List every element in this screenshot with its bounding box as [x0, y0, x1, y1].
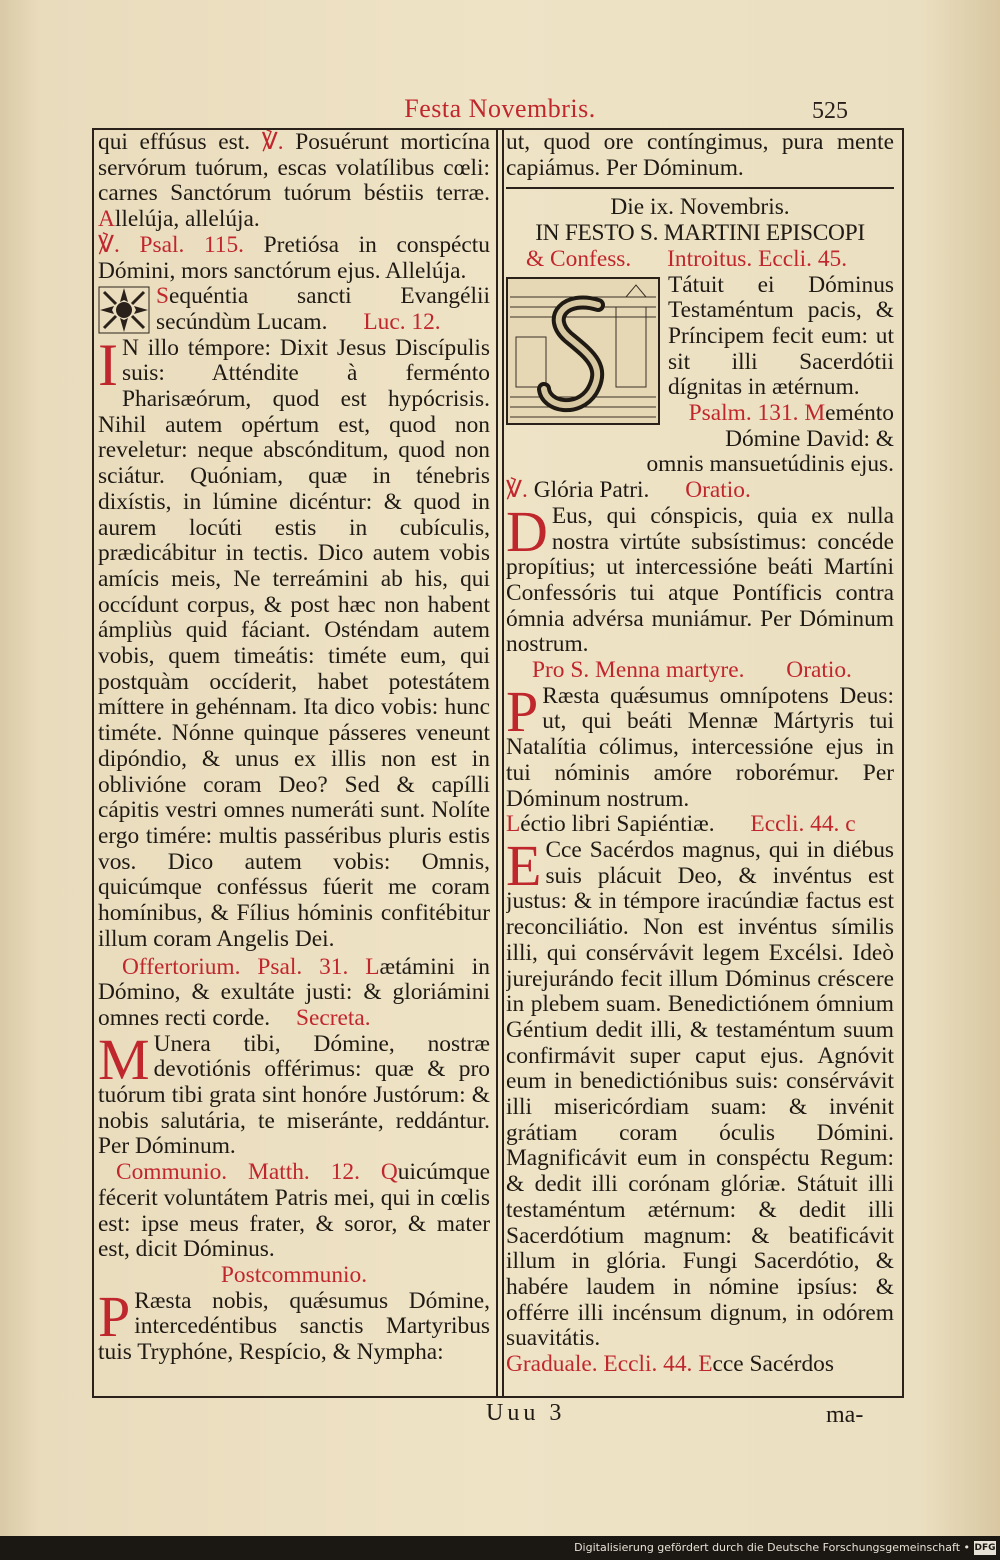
running-title: Festa Novembris. — [404, 94, 596, 123]
introit-text: Tátuit ei Dóminus Testaméntum pacis, & Príncipem fecit eum: ut sit illi Sacerdótii dígnitas in ætérnum. — [506, 273, 894, 402]
signature-mark: Uuu 3 — [486, 1400, 566, 1426]
page-number: 525 — [812, 98, 848, 124]
oratio-heading: Oratio. — [685, 477, 751, 504]
feast-date: Die ix. Novembris. — [610, 194, 790, 221]
dfg-logo-icon: DFG — [974, 1543, 996, 1553]
drop-cap-e: E — [506, 832, 542, 898]
gospel-heading: Sequéntia sancti Evangélii secúndùm Lucam. Luc. 12. — [98, 284, 490, 335]
menna-heading: Pro S. Menna martyre. Oratio. — [532, 657, 852, 684]
section-rule — [506, 187, 894, 189]
psalm-131: Psalm. 131. Meménto Dómine David: & omnis mansuetúdinis ejus. — [646, 400, 894, 478]
lectio-heading: Léctio libri Sapiéntiæ. Eccli. 44. c — [506, 811, 856, 838]
secreta-text: M Unera tibi, Dómine, nostræ devotiónis offérimus: quæ & pro tuórum tibi grata sint honóre Justórum: & nobis salutária, te miseránte, reddántur. Per Dóminum. — [98, 1026, 490, 1160]
gospel-reference: Luc. 12. — [363, 308, 441, 335]
versicle-icon: ℣. — [506, 477, 528, 504]
drop-cap-m: M — [98, 1026, 150, 1092]
funding-text: Digitalisierung gefördert durch die Deutsche Forschungsgemeinschaft • — [574, 1541, 970, 1554]
fleuron-ornament-icon — [98, 286, 150, 334]
catchword: ma- — [826, 1402, 864, 1428]
secreta-heading: Secreta. — [295, 1004, 371, 1031]
communion: Communio. Matth. 12. Quicúmque fécerit voluntátem Patris mei, qui in cœlis est: ipse meus frater, & soror, & mater est, dicit Dóminus. — [98, 1159, 490, 1263]
gospel-text: I N illo témpore: Dixit Jesus Discípulis suis: Atténdite à ferménto Pharisæórum, quod est hypócrisis. Nihil autem opértum est, quod non reveletur: neque abscónditum, quod non sciátur. Quóniam, quæ in ténebris dixístis, in lúmine dicéntur: & quod in aurem locúti estis in cubículis, prædicábitur in tectis. Dico autem vobis amícis meis, Ne terreámini ab his, qui occídunt corpus, & post hæc non habent ámpliùs quid fáciant. Osténdam autem vobis, quem timeátis: timéte eum, qui postquàm occíderit, habet potestátem míttere in gehénnam. Ita dico vobis: hunc timéte. Nónne quinque pásseres veneunt dipóndio, & unus ex illis non est in oblivióne coram Deo? Sed & capílli cápitis vestri omnes numeráti sunt. Nolíte ergo timére: multis passéribus pluris estis vos. Dico autem vobis: Omnis, quicúmque conféssus fúerit me coram homínibus, & Fílius hóminis confitébitur illum coram Angelis Dei. — [98, 331, 490, 952]
postcommunion-heading: Postcommunio. — [220, 1261, 368, 1288]
psalm-verse-block: qui effúsus est. ℣. Posuérunt morticína servórum tuórum, escas volatílibus cœli: carnes Sanctórum tuórum béstiis terræ. Allelúja, allelúja. — [98, 130, 490, 233]
gloria-line: ℣. Glória Patri. Oratio. — [506, 477, 751, 504]
oratio-text: D Eus, qui cónspicis, quia ex nulla nostra virtúte subsístimus: concéde propítius; ut intercessióne beáti Martíni Confessóris tui atque Pontíficis contra ómnia advérsa muniámur. Per Dóminum nostrum. — [506, 498, 894, 658]
versicle-icon: ℣. — [261, 130, 284, 155]
drop-cap-p: P — [506, 678, 539, 744]
drop-cap-i: I — [98, 331, 118, 398]
gradual-line: Graduale. Eccli. 44. Ecce Sacérdos — [506, 1351, 834, 1378]
offertory: Offertorium. Psal. 31. Lætámini in Dómino, & exultáte justi: & gloriámini omnes recti corde. Secreta. — [98, 953, 490, 1031]
continuation-text: ut, quod ore contíngimus, pura mente capiámus. Per Dóminum. — [506, 130, 894, 181]
woodcut-initial-s-icon — [506, 277, 660, 425]
lectio-reference: Eccli. 44. c — [750, 811, 856, 838]
right-column — [506, 130, 894, 1392]
drop-cap-p: P — [98, 1283, 131, 1349]
menna-text: P Ræsta quǽsumus omnípotens Deus: ut, qui beáti Mennæ Mártyris tui Natalítia cólimus, intercessióne ejus in tui nóminis amóre roborémur. Per Dóminum nostrum. — [506, 678, 894, 812]
column-divider — [496, 128, 504, 1396]
postcommunion-text: P Ræsta nobis, quǽsumus Dómine, intercedéntibus sanctis Martyribus tuis Tryphóne, Respício, & Nympha: — [98, 1283, 490, 1366]
introit-heading: & Confess. Introitus. Eccli. 45. — [526, 245, 848, 272]
lectio-text: E Cce Sacérdos magnus, qui in diébus suis plácuit Deo, & invéntus est justus: & in témpore iracúndiæ factus est reconciliátio. Non est invéntus símilis illi, qui consérvávit legem Excélsi. Ideò jurejurándo fecit illum Dóminus créscere in plebem suam. Benedictiónem ómnium Géntium dedit illi, & testaméntum suum confirmávit super caput ejus. Agnóvit eum in benedictiónibus suis: consérvávit illi misericórdiam suam: & invénit grátiam coram óculis Dómini. Magnificávit eum in conspéctu Regum: & dedit illi corónam glóriæ. Státuit illi testaméntum ætérnum: & dedit illi Sacerdótium magnum: & beatificávit illum in glória. Fungi Sacerdótio, & habére laudem in nómine ipsíus: & offérre illi incénsum dignum, in odórem suavitátis. — [506, 832, 894, 1352]
psalm-115-verse: ℣. Psal. 115. Pretiósa in conspéctu Dómini, mors sanctórum ejus. Allelúja. — [98, 231, 490, 284]
left-column — [98, 130, 490, 1392]
drop-cap-d: D — [506, 498, 548, 564]
feast-title: IN FESTO S. MARTINI EPISCOPI — [535, 220, 865, 247]
